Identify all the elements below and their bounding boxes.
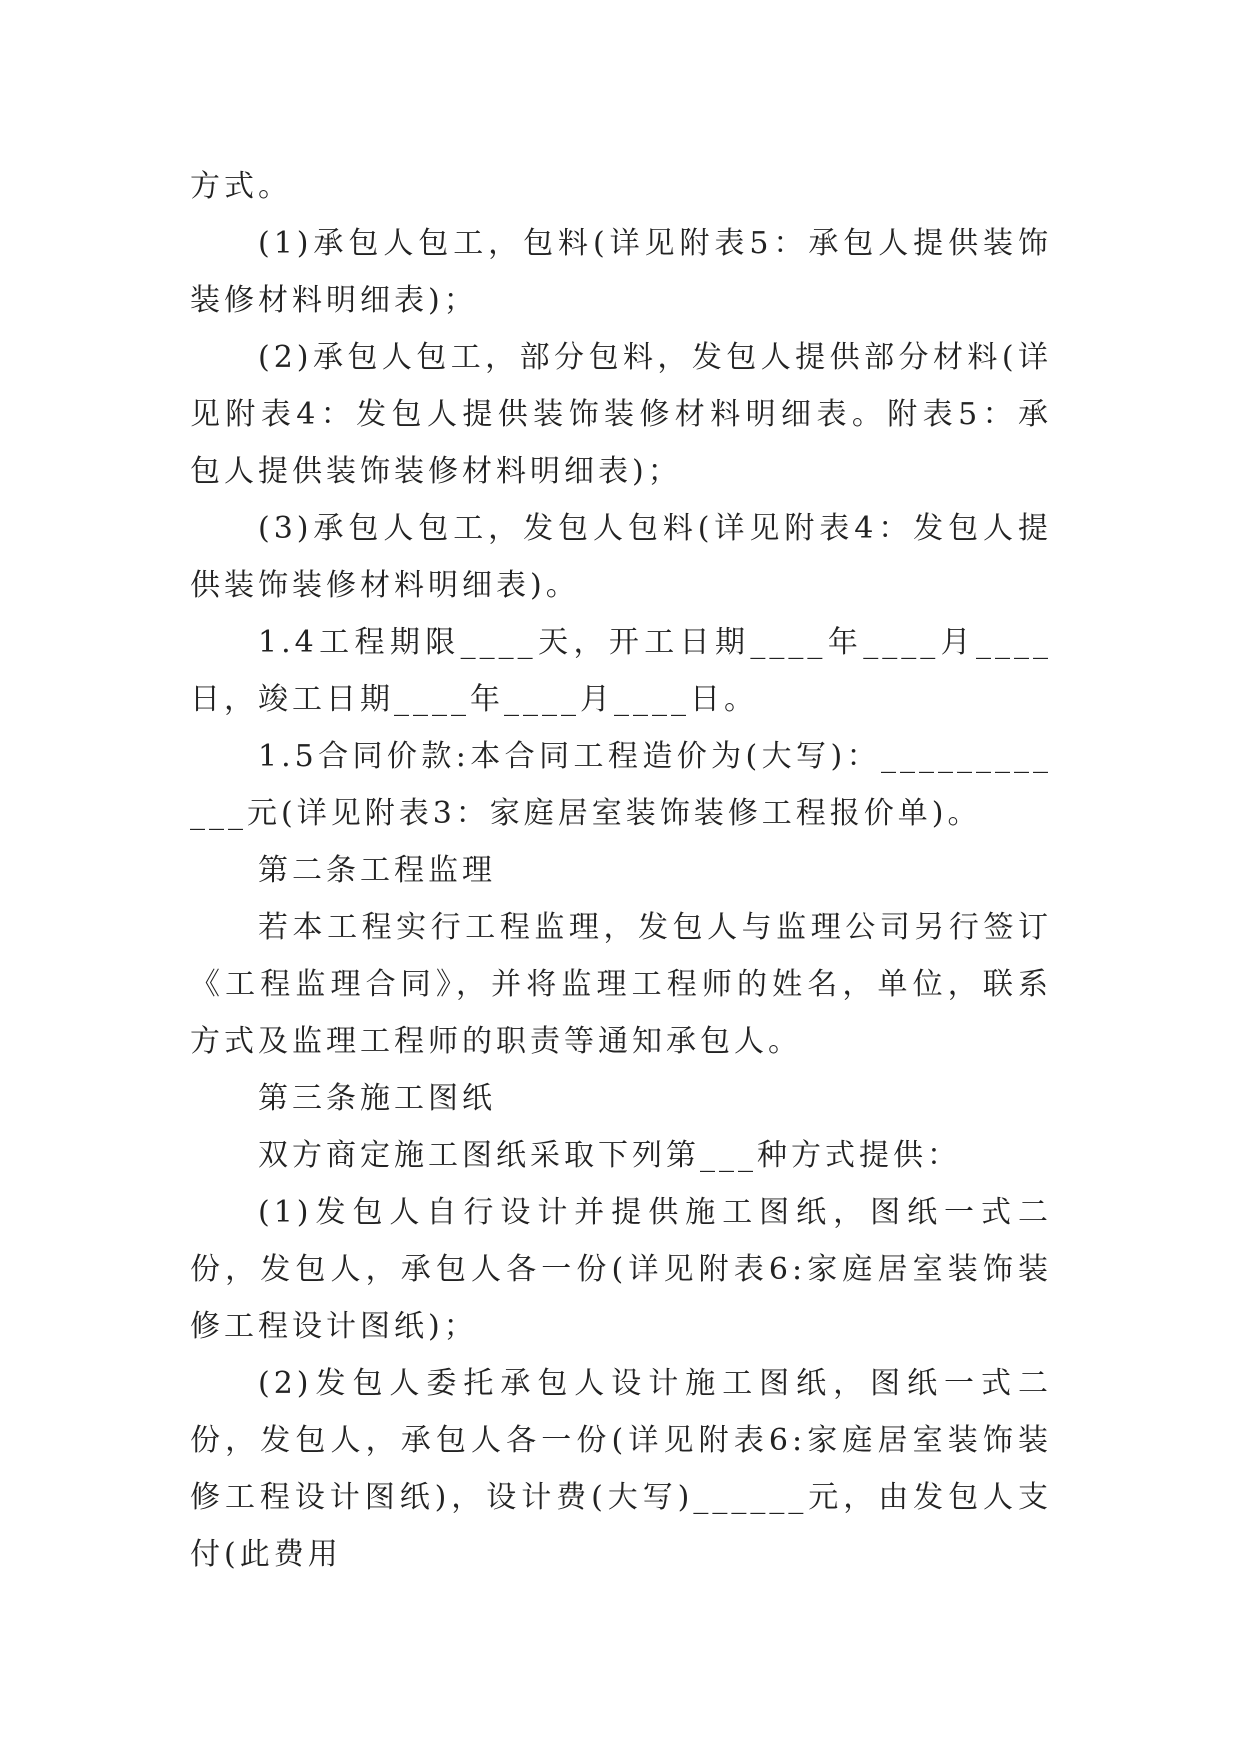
section-heading: 第二条工程监理 <box>258 853 496 888</box>
paragraph: (3)承包人包工，发包人包料(详见附表4：发包人提供装饰装修材料明细表)。 <box>190 511 1052 603</box>
section-heading: 第三条施工图纸 <box>258 1081 496 1116</box>
paragraph: (1)承包人包工，包料(详见附表5：承包人提供装饰装修材料明细表)； <box>190 226 1052 318</box>
paragraph: 方式。 <box>190 169 292 204</box>
paragraph: (1)发包人自行设计并提供施工图纸，图纸一式二份，发包人，承包人各一份(详见附表6:家庭居室装饰装修工程设计图纸)； <box>190 1195 1052 1344</box>
paragraph: 1.4工程期限____天，开工日期____年____月____日，竣工日期____年____月____日。 <box>190 625 1052 717</box>
document-body <box>190 158 1052 1583</box>
paragraph: 1.5合同价款:本合同工程造价为(大写)：____________元(详见附表3：家庭居室装饰装修工程报价单)。 <box>190 739 1052 831</box>
paragraph: 若本工程实行工程监理，发包人与监理公司另行签订《工程监理合同》，并将监理工程师的姓名，单位，联系方式及监理工程师的职责等通知承包人。 <box>190 910 1052 1059</box>
paragraph: (2)承包人包工，部分包料，发包人提供部分材料(详见附表4：发包人提供装饰装修材料明细表。附表5：承包人提供装饰装修材料明细表)； <box>190 340 1052 489</box>
paragraph: (2)发包人委托承包人设计施工图纸，图纸一式二份，发包人，承包人各一份(详见附表6:家庭居室装饰装修工程设计图纸)，设计费(大写)______元，由发包人支付(此费用 <box>190 1366 1052 1572</box>
paragraph: 双方商定施工图纸采取下列第___种方式提供： <box>258 1138 961 1173</box>
